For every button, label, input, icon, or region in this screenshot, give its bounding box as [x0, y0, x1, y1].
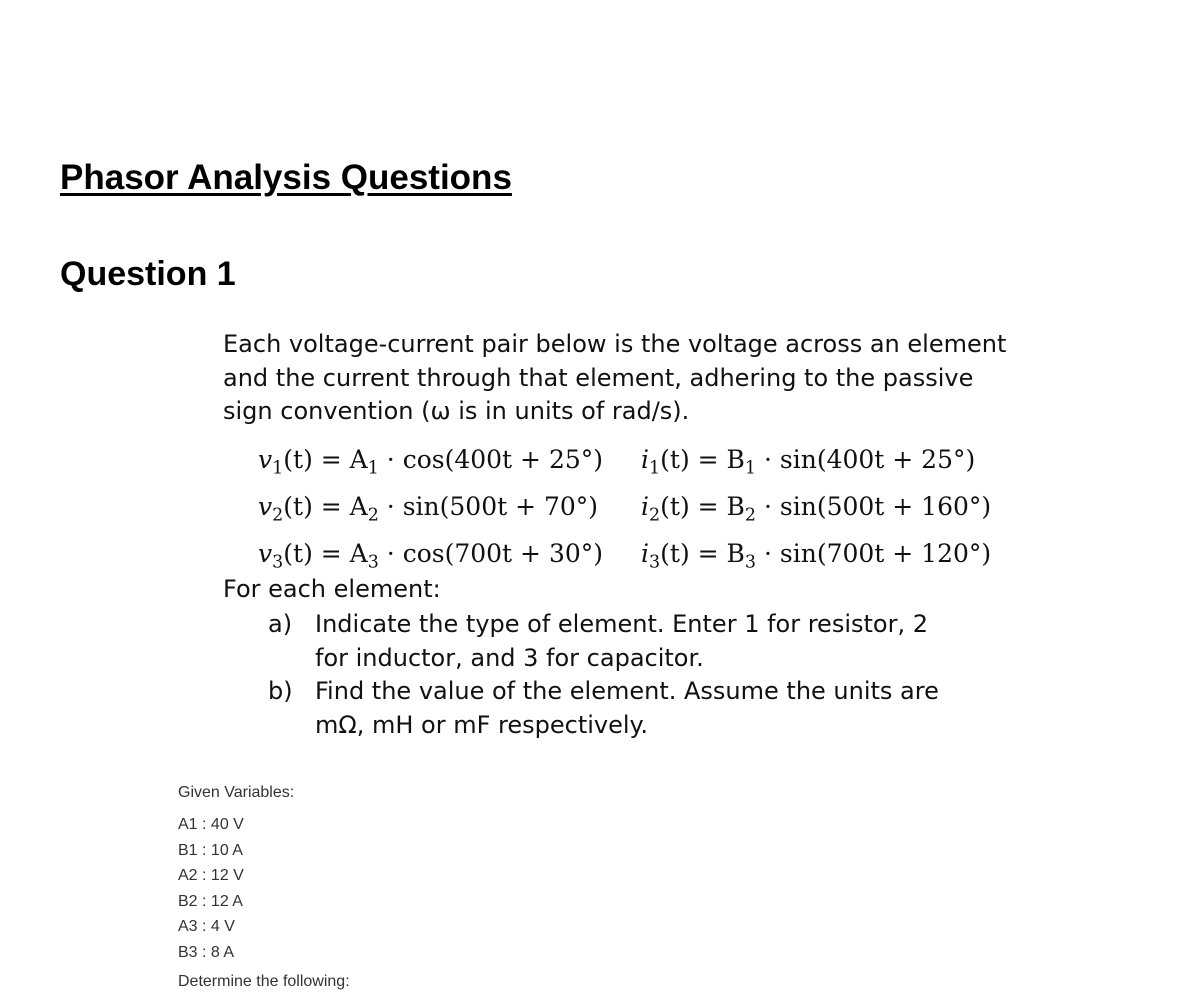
current-equation: $i_1(t) = B_1 \cdot \sin(400t + 25^\circ)$: [641, 445, 976, 479]
variable-row: A2 : 12 V: [178, 867, 244, 884]
list-marker: b): [268, 677, 293, 705]
task-list: [268, 608, 968, 742]
list-item: [268, 608, 968, 675]
for-each-label: For each element:: [223, 575, 441, 603]
voltage-equation: $v_3(t) = A_3 \cdot \cos(700t + 30^\circ)$: [258, 539, 604, 573]
problem-intro: Each voltage-current pair below is the voltage across an element and the current through that element, adhering to the passive sign convention (ω is in units of rad/s).: [223, 330, 1007, 425]
voltage-equation: $v_1(t) = A_1 \cdot \cos(400t + 25^\circ)$: [258, 445, 604, 479]
list-text: Find the value of the element. Assume the units are mΩ, mH or mF respectively.: [315, 677, 939, 739]
variable-row: B3 : 8 A: [178, 943, 235, 961]
list-text: Indicate the type of element. Enter 1 for resistor, 2 for inductor, and 3 for capacitor.: [315, 610, 928, 672]
equation-row: [258, 483, 991, 530]
variable-row: B2 : 12 A: [178, 892, 243, 910]
determine-label: Determine the following:: [178, 973, 350, 990]
page-title: Phasor Analysis Questions: [60, 158, 512, 197]
list-marker: a): [268, 610, 293, 638]
voltage-equation: $v_2(t) = A_2 \cdot \sin(500t + 70^\circ)$: [258, 492, 599, 526]
equation-row: [258, 530, 991, 577]
question-heading: Question 1: [60, 255, 236, 293]
equation-row: [258, 436, 991, 483]
list-item: [268, 675, 968, 742]
given-variables-title: Given Variables:: [178, 784, 295, 801]
given-variables: [178, 782, 294, 965]
equation-table: [258, 436, 991, 577]
variable-row: A1 : 40 V: [178, 816, 244, 833]
current-equation: $i_3(t) = B_3 \cdot \sin(700t + 120^\circ)$: [641, 539, 992, 573]
current-equation: $i_2(t) = B_2 \cdot \sin(500t + 160^\circ)$: [641, 492, 992, 526]
problem-statement: [223, 328, 1023, 429]
variable-row: B1 : 10 A: [178, 841, 243, 859]
variable-row: A3 : 4 V: [178, 918, 235, 935]
